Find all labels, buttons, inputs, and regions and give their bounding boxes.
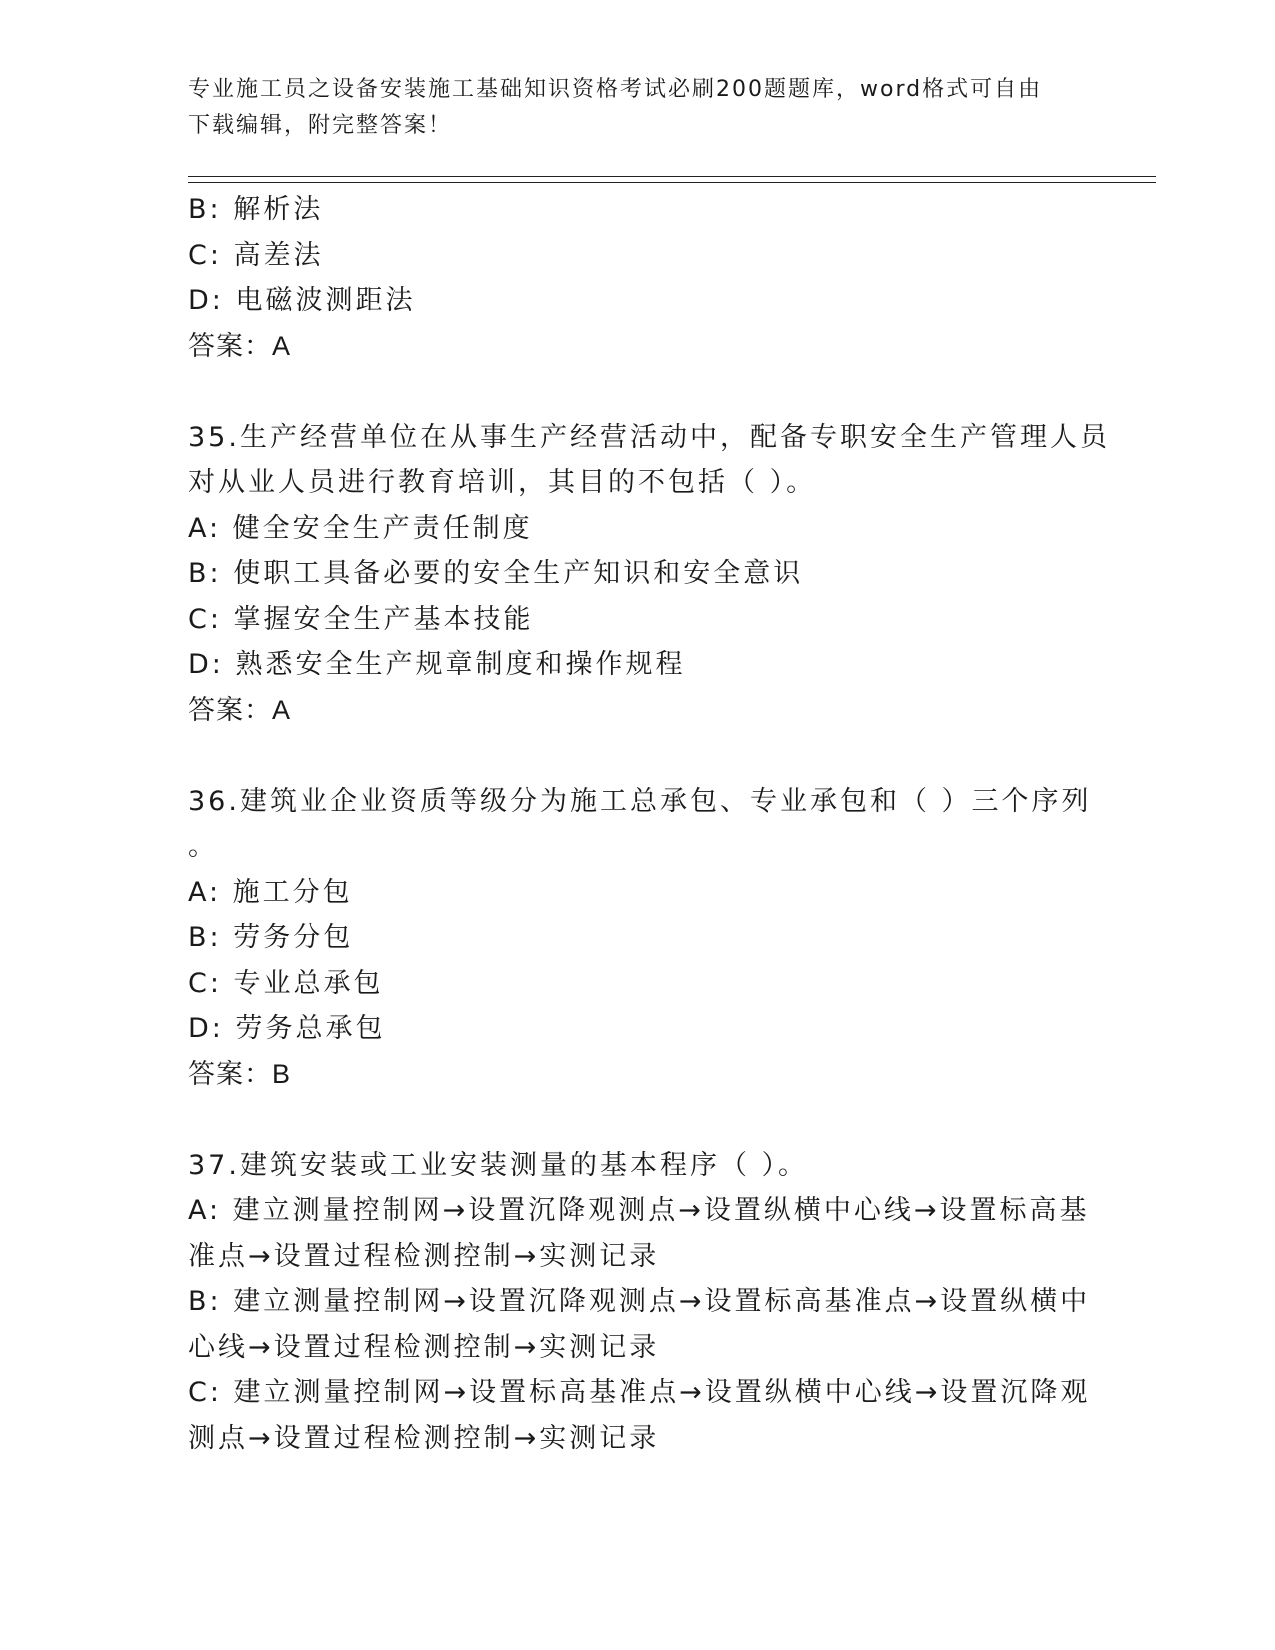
option-c: C: 高差法	[188, 239, 324, 271]
question-stem-line-1: 36.建筑业企业资质等级分为施工总承包、专业承包和（ ）三个序列	[188, 785, 1092, 817]
answer: 答案：A	[188, 330, 292, 361]
answer: 答案：B	[188, 1058, 292, 1089]
option-a-line-1: A: 建立测量控制网→设置沉降观测点→设置纵横中心线→设置标高基	[188, 1195, 1090, 1226]
question-stem-line-2: 。	[188, 831, 218, 862]
question-36	[188, 779, 1092, 1098]
option-b: B: 解析法	[188, 194, 324, 225]
question-37	[188, 1143, 1091, 1462]
option-b: B: 使职工具备必要的安全生产知识和安全意识	[188, 558, 804, 589]
option-c-line-2: 测点→设置过程检测控制→实测记录	[188, 1422, 660, 1454]
spacer	[188, 1097, 1088, 1143]
header-divider-bottom	[188, 182, 1156, 183]
option-c: C: 专业总承包	[188, 967, 384, 999]
question-stem-line-2: 对从业人员进行教育培训，其目的不包括（ ）。	[188, 467, 817, 498]
question-list	[188, 187, 1110, 1461]
option-c-line-1: C: 建立测量控制网→设置标高基准点→设置纵横中心线→设置沉降观	[188, 1377, 1091, 1408]
question-34	[188, 187, 1088, 369]
spacer	[188, 733, 1088, 779]
option-d: D: 熟悉安全生产规章制度和操作规程	[188, 649, 686, 680]
header-title-line-2: 下载编辑，附完整答案！	[188, 113, 453, 138]
spacer	[188, 369, 1088, 415]
option-b-line-2: 心线→设置过程检测控制→实测记录	[188, 1331, 660, 1363]
option-d: D: 电磁波测距法	[188, 285, 416, 316]
option-d: D: 劳务总承包	[188, 1013, 386, 1044]
answer: 答案：A	[188, 694, 292, 725]
header-divider-top	[188, 176, 1156, 177]
question-35	[188, 415, 1110, 734]
option-a: A: 施工分包	[188, 876, 353, 908]
document-header	[188, 72, 1068, 144]
header-title-line-1: 专业施工员之设备安装施工基础知识资格考试必刷200题题库，word格式可自由	[188, 77, 1043, 102]
option-c: C: 掌握安全生产基本技能	[188, 603, 534, 635]
option-a: A: 健全安全生产责任制度	[188, 512, 533, 544]
question-stem-line-1: 35.生产经营单位在从事生产经营活动中，配备专职安全生产管理人员	[188, 421, 1110, 453]
option-b-line-1: B: 建立测量控制网→设置沉降观测点→设置标高基准点→设置纵横中	[188, 1286, 1091, 1317]
question-stem-line-1: 37.建筑安装或工业安装测量的基本程序（ ）。	[188, 1149, 809, 1181]
option-b: B: 劳务分包	[188, 922, 354, 953]
option-a-line-2: 准点→设置过程检测控制→实测记录	[188, 1240, 660, 1272]
